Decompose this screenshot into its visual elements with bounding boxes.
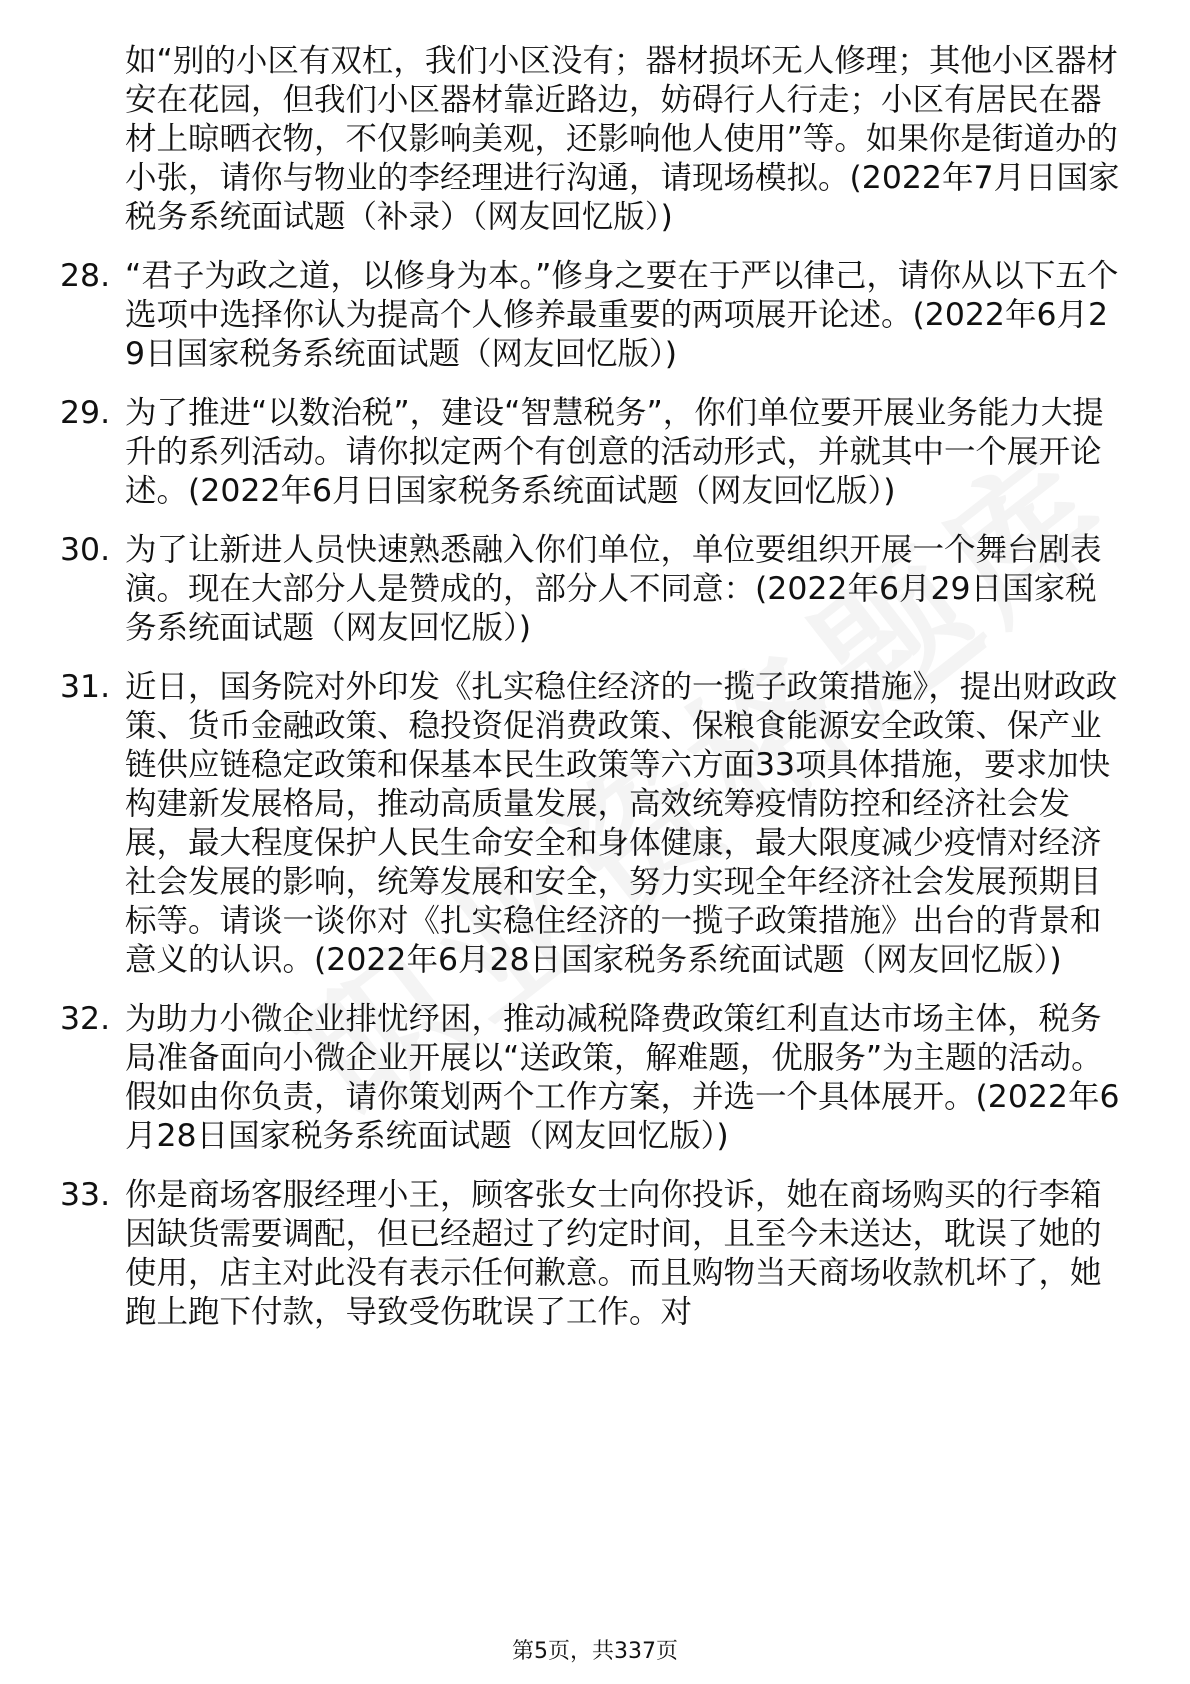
question-text: 为了推进“以数治税”，建设“智慧税务”，你们单位要开展业务能力大提升的系列活动。请你拟定两个有创意的活动形式，并就其中一个展开论述。(2022年6月日国家税务系统面试题（网友回忆版）) (125, 395, 1104, 509)
question-number: 31. (60, 669, 111, 705)
question-item-33 (60, 1176, 1120, 1332)
question-item-28 (60, 257, 1120, 374)
question-text: 为了让新进人员快速熟悉融入你们单位，单位要组织开展一个舞台剧表演。现在大部分人是赞成的，部分人不同意：(2022年6月29日国家税务系统面试题（网友回忆版）) (125, 532, 1102, 646)
question-text: 近日，国务院对外印发《扎实稳住经济的一揽子政策措施》，提出财政政策、货币金融政策、稳投资促消费政策、保粮食能源安全政策、保产业链供应链稳定政策和保基本民生政策等六方面33项具体措施，要求加快构建新发展格局，推动高质量发展，高效统筹疫情防控和经济社会发展，最大程度保护人民生命安全和身体健康，最大限度减少疫情对经济社会发展的影响，统筹发展和安全，努力实现全年经济社会发展预期目标等。请谈一谈你对《扎实稳住经济的一揽子政策措施》出台的背景和意义的认识。(2022年6月28日国家税务系统面试题（网友回忆版）) (125, 669, 1118, 978)
question-text: “君子为政之道，以修身为本。”修身之要在于严以律己，请你从以下五个选项中选择你认为提高个人修养最重要的两项展开论述。(2022年6月29日国家税务系统面试题（网友回忆版）) (125, 258, 1119, 372)
question-item-31 (60, 668, 1120, 980)
question-number: 28. (60, 258, 111, 294)
question-item-29 (60, 394, 1120, 511)
question-number: 29. (60, 395, 111, 431)
question-text: 为助力小微企业排忧纾困，推动减税降费政策红利直达市场主体，税务局准备面向小微企业开展以“送政策，解难题，优服务”为主题的活动。假如由你负责，请你策划两个工作方案，并选一个具体展开。(2022年6月28日国家税务系统面试题（网友回忆版）) (125, 1001, 1120, 1154)
page-footer: 第5页，共337页 (512, 1639, 678, 1664)
question-item-27-continued (60, 42, 1120, 237)
question-text: 如“别的小区有双杠，我们小区没有；器材损坏无人修理；其他小区器材安在花园，但我们小区器材靠近路边，妨碍行人行走；小区有居民在器材上晾晒衣物，不仅影响美观，还影响他人使用”等。如果你是街道办的小张，请你与物业的李经理进行沟通，请现场模拟。(2022年7月日国家税务系统面试题（补录）（网友回忆版）) (125, 43, 1120, 235)
question-number: 30. (60, 532, 111, 568)
question-text: 你是商场客服经理小王，顾客张女士向你投诉，她在商场购买的行李箱因缺货需要调配，但已经超过了约定时间，且至今未送达，耽误了她的使用，店主对此没有表示任何歉意。而且购物当天商场收款机坏了，她跑上跑下付款，导致受伤耽误了工作。对 (125, 1177, 1102, 1330)
question-number: 33. (60, 1177, 111, 1213)
question-list (60, 42, 1120, 1352)
question-number: 32. (60, 1001, 111, 1037)
question-item-32 (60, 1000, 1120, 1156)
question-item-30 (60, 531, 1120, 648)
